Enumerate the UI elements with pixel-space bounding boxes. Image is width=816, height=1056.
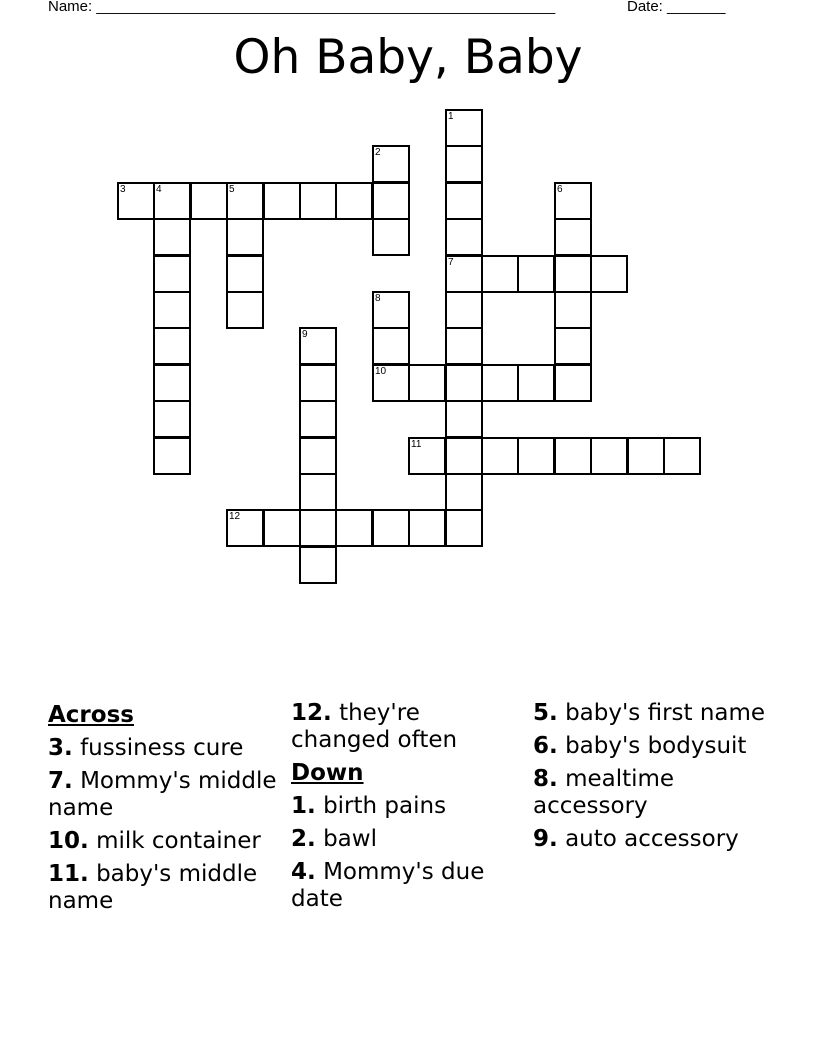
crossword-cell[interactable] [372, 291, 410, 329]
cell-number: 10 [375, 366, 387, 377]
crossword-cell[interactable] [554, 327, 592, 365]
cell-number: 9 [302, 329, 308, 340]
name-line: Name: _______________________________________________________ [48, 0, 556, 15]
cell-number: 12 [229, 511, 241, 522]
crossword-cell[interactable] [627, 437, 665, 475]
crossword-cell[interactable] [335, 182, 373, 220]
crossword-cell[interactable] [554, 364, 592, 402]
crossword-cell[interactable] [299, 473, 337, 511]
clue-text: baby's middle name [48, 861, 258, 914]
crossword-cell[interactable] [445, 364, 483, 402]
crossword-cell[interactable] [554, 182, 592, 220]
crossword-cell[interactable] [445, 473, 483, 511]
clue-text: mealtime accessory [533, 766, 675, 819]
crossword-cell[interactable] [153, 400, 191, 438]
clue-number: 8. [533, 766, 558, 792]
date-line: Date: _______ [627, 0, 726, 15]
crossword-cell[interactable] [153, 182, 191, 220]
crossword-cell[interactable] [372, 145, 410, 183]
crossword-cell[interactable] [153, 437, 191, 475]
clue-number: 3. [48, 735, 73, 761]
clue-across-10 [48, 828, 280, 855]
crossword-cell[interactable] [372, 327, 410, 365]
down-heading: Down [291, 760, 364, 786]
crossword-cell[interactable] [481, 437, 519, 475]
clue-number: 9. [533, 826, 558, 852]
clue-text: baby's first name [565, 700, 766, 726]
crossword-cell[interactable] [481, 364, 519, 402]
crossword-cell[interactable] [299, 546, 337, 584]
clue-column-2 [291, 700, 523, 919]
crossword-cell[interactable] [335, 509, 373, 547]
cell-number: 5 [229, 184, 235, 195]
clue-text: milk container [96, 828, 261, 854]
crossword-cell[interactable] [445, 400, 483, 438]
clue-text: birth pains [323, 793, 447, 819]
crossword-cell[interactable] [153, 327, 191, 365]
clue-text: Mommy's due date [291, 859, 485, 912]
crossword-cell[interactable] [590, 437, 628, 475]
crossword-cell[interactable] [117, 182, 155, 220]
clue-number: 1. [291, 793, 316, 819]
crossword-cell[interactable] [445, 255, 483, 293]
crossword-cell[interactable] [226, 291, 264, 329]
clue-down-5 [533, 700, 773, 727]
crossword-cell[interactable] [517, 255, 555, 293]
crossword-cell[interactable] [226, 218, 264, 256]
crossword-cell[interactable] [190, 182, 228, 220]
clue-text: fussiness cure [80, 735, 244, 761]
clue-text: baby's bodysuit [565, 733, 747, 759]
crossword-cell[interactable] [372, 509, 410, 547]
clue-number: 11. [48, 861, 89, 887]
crossword-cell[interactable] [153, 364, 191, 402]
clue-text: auto accessory [565, 826, 739, 852]
clue-down-2 [291, 826, 523, 853]
crossword-cell[interactable] [517, 437, 555, 475]
crossword-cell[interactable] [153, 291, 191, 329]
clue-number: 6. [533, 733, 558, 759]
clue-down-4 [291, 859, 523, 913]
clue-number: 4. [291, 859, 316, 885]
crossword-cell[interactable] [481, 255, 519, 293]
clue-text: they're changed often [291, 700, 458, 753]
crossword-cell[interactable] [554, 437, 592, 475]
crossword-cell[interactable] [445, 145, 483, 183]
crossword-cell[interactable] [372, 182, 410, 220]
crossword-cell[interactable] [299, 509, 337, 547]
crossword-cell[interactable] [153, 218, 191, 256]
crossword-cell[interactable] [299, 327, 337, 365]
cell-number: 8 [375, 293, 381, 304]
clue-column-1 [48, 700, 280, 921]
across-heading: Across [48, 702, 134, 728]
clue-number: 5. [533, 700, 558, 726]
crossword-cell[interactable] [299, 364, 337, 402]
clue-text: bawl [323, 826, 377, 852]
cell-number: 11 [411, 439, 422, 450]
clue-across-3 [48, 735, 280, 762]
crossword-cell[interactable] [299, 437, 337, 475]
clue-across-11 [48, 861, 280, 915]
clue-down-8 [533, 766, 773, 820]
crossword-cell[interactable] [590, 255, 628, 293]
crossword-cell[interactable] [299, 182, 337, 220]
crossword-cell[interactable] [445, 509, 483, 547]
crossword-cell[interactable] [445, 291, 483, 329]
cell-number: 7 [448, 257, 454, 268]
crossword-cell[interactable] [445, 109, 483, 147]
crossword-cell[interactable] [372, 364, 410, 402]
crossword-cell[interactable] [445, 327, 483, 365]
cell-number: 3 [120, 184, 126, 195]
cell-number: 2 [375, 147, 381, 158]
crossword-cell[interactable] [445, 437, 483, 475]
crossword-cell[interactable] [299, 400, 337, 438]
clue-number: 12. [291, 700, 332, 726]
clue-down-6 [533, 733, 773, 760]
crossword-cell[interactable] [517, 364, 555, 402]
crossword-cell[interactable] [445, 218, 483, 256]
clue-column-3 [533, 700, 773, 859]
crossword-cell[interactable] [554, 218, 592, 256]
clue-number: 10. [48, 828, 89, 854]
crossword-cell[interactable] [153, 255, 191, 293]
page-title: Oh Baby, Baby [233, 30, 583, 85]
clue-across-7 [48, 768, 280, 822]
clue-across-12 [291, 700, 523, 754]
crossword-cell[interactable] [554, 291, 592, 329]
crossword-cell[interactable] [663, 437, 701, 475]
crossword-cell[interactable] [408, 364, 446, 402]
clue-down-9 [533, 826, 773, 853]
crossword-cell[interactable] [226, 509, 264, 547]
cell-number: 4 [156, 184, 162, 195]
cell-number: 6 [557, 184, 563, 195]
clue-text: Mommy's middle name [48, 768, 277, 821]
crossword-cell[interactable] [263, 509, 301, 547]
crossword-cell[interactable] [372, 218, 410, 256]
crossword-cell[interactable] [408, 437, 446, 475]
cell-number: 1 [448, 111, 454, 122]
clue-down-1 [291, 793, 523, 820]
crossword-cell[interactable] [226, 182, 264, 220]
crossword-cell[interactable] [408, 509, 446, 547]
clue-number: 7. [48, 768, 73, 794]
crossword-cell[interactable] [263, 182, 301, 220]
crossword-cell[interactable] [445, 182, 483, 220]
crossword-cell[interactable] [226, 255, 264, 293]
clue-number: 2. [291, 826, 316, 852]
crossword-cell[interactable] [554, 255, 592, 293]
